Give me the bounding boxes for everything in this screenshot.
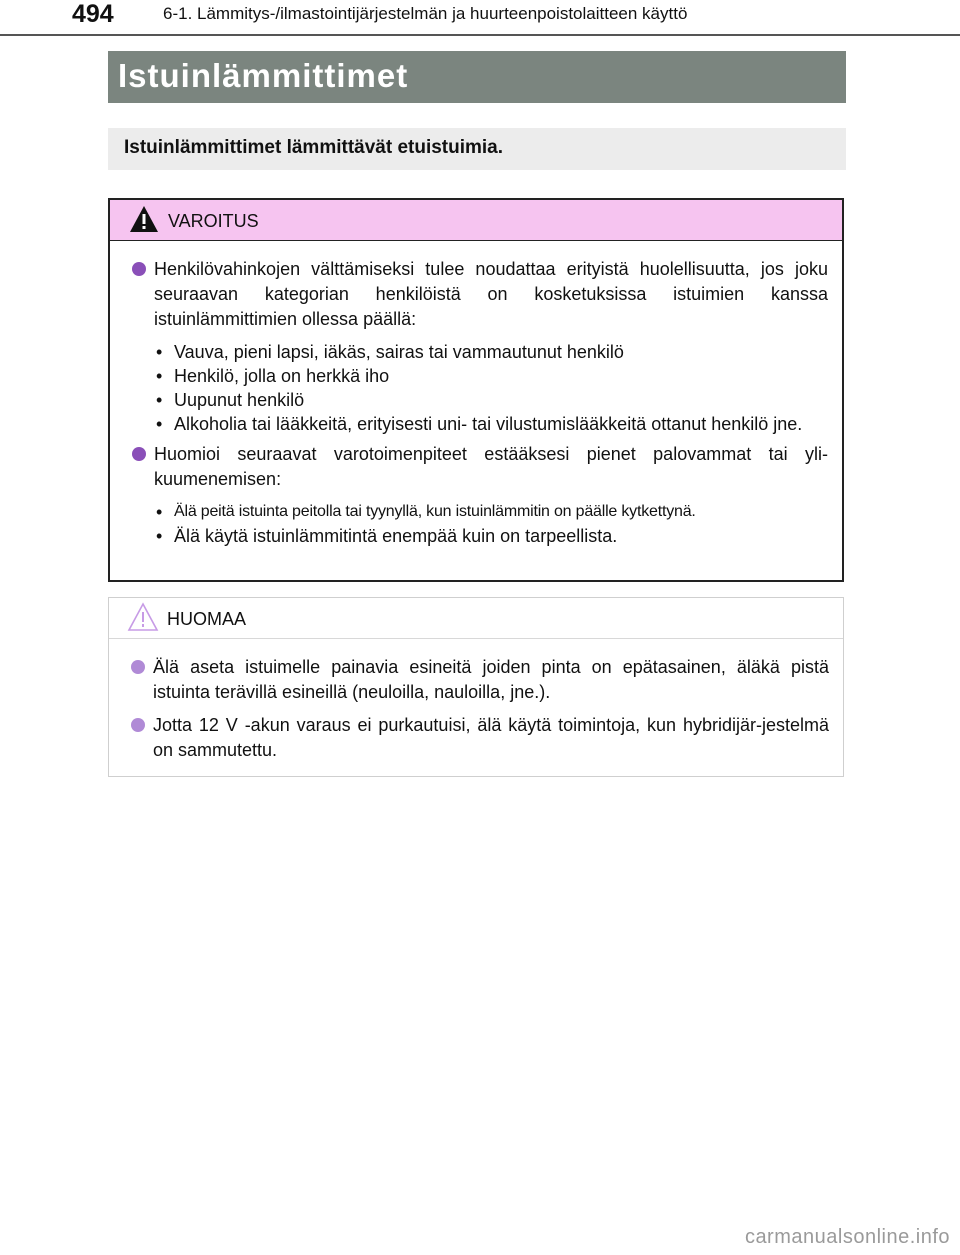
section-title-bar [108,51,846,103]
caution-triangle-icon [127,602,159,632]
list-item-text: Uupunut henkilö [174,390,305,410]
notice-item-text: Jotta 12 V -akun varaus ei purkautuisi, älä käytä toimintoja, kun hybridijär-jestelmä on sammutettu. [153,715,829,760]
section-title: Istuinlämmittimet [118,57,409,94]
warning-box [108,198,844,582]
warning-header [110,200,842,241]
list-item-text: Alkoholia tai lääkkeitä, erityisesti uni- tai vilustumislääkkeitä ottanut henkilö jne. [174,414,803,434]
list-item: • Älä käytä istuinlämmitintä enempää kuin on tarpeellista. [156,526,618,546]
warning-item-text: Henkilövahinkojen välttämiseksi tulee noudattaa erityistä huolellisuutta, jos joku seuraavan kategorian henkilöistä on kosketuksissa istuimien kanssa istuinlämmittimien ollessa päällä: [154,259,828,329]
warning-body [110,241,842,548]
warning-sublist [130,340,828,436]
list-item: • Henkilö, jolla on herkkä iho [156,366,390,386]
notice-box [108,597,844,777]
list-item: • Älä peitä istuinta peitolla tai tyynyllä, kun istuinlämmitin on päälle kytkettynä. [156,502,696,522]
warning-item-text: Huomioi seuraavat varotoimenpiteet estääksesi pienet palovammat tai yli-kuumenemisen: [154,444,828,489]
watermark: carmanualsonline.info [744,1226,950,1248]
intro-text: Istuinlämmittimet lämmittävät etuistuimia. [124,137,504,158]
bullet-dot-icon [131,718,145,732]
notice-label: HUOMAA [167,609,247,629]
warning-sublist [130,500,828,548]
list-item-text: Vauva, pieni lapsi, iäkäs, sairas tai vammautunut henkilö [174,342,624,362]
list-item: • Alkoholia tai lääkkeitä, erityisesti uni- tai vilustumislääkkeitä ottanut henkilö jne. [156,414,803,434]
warning-item [130,442,828,492]
bullet-dot-icon [132,447,146,461]
notice-item-text: Älä aseta istuimelle painavia esineitä joiden pinta on epätasainen, äläkä pistä istuinta terävillä esineillä (neuloilla, nauloilla, jne.). [153,657,829,702]
notice-item [129,713,829,763]
list-item-text: Henkilö, jolla on herkkä iho [174,366,390,386]
notice-header [109,598,843,639]
list-item: • Vauva, pieni lapsi, iäkäs, sairas tai vammautunut henkilö [156,342,624,362]
list-item: • Uupunut henkilö [156,390,305,410]
list-item-text: Älä peitä istuinta peitolla tai tyynyllä, kun istuinlämmitin on päälle kytkettynä. [174,503,696,520]
chapter-title: 6-1. Lämmitys-/ilmastointijärjestelmän ja huurteenpoistolaitteen käyttö [163,4,688,23]
bullet-dot-icon [131,660,145,674]
warning-triangle-icon [128,204,160,234]
intro-bar [108,128,846,170]
bullet-dot-icon [132,262,146,276]
header-divider [0,34,960,36]
page-number: 494 [72,0,114,28]
warning-label: VAROITUS [168,211,259,231]
notice-item [129,655,829,705]
notice-body [109,639,843,763]
list-item-text: Älä käytä istuinlämmitintä enempää kuin on tarpeellista. [174,526,618,546]
warning-item [130,257,828,332]
